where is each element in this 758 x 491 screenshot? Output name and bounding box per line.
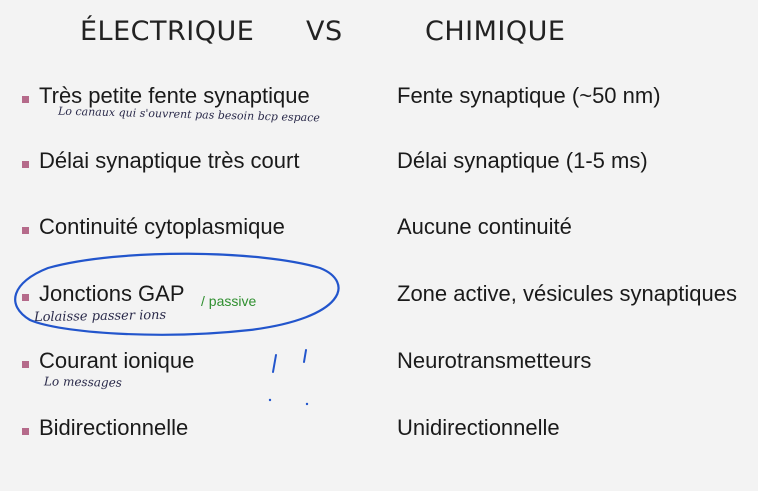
ink-dot	[306, 403, 308, 405]
ink-tick	[304, 350, 306, 362]
electric-item: Délai synaptique très court	[39, 148, 300, 173]
chemical-item: Zone active, vésicules synaptiques	[397, 281, 737, 306]
chemical-item: Neurotransmetteurs	[397, 348, 592, 373]
ink-tick	[273, 355, 276, 372]
title-vs: VS	[306, 16, 343, 47]
ink-dot	[269, 399, 271, 401]
electric-item: Bidirectionnelle	[39, 415, 189, 440]
electric-item: Courant ionique	[39, 348, 195, 373]
handwritten-note: Lo canaux qui s'ouvrent pas besoin bcp espace	[57, 104, 321, 125]
electric-item: Très petite fente synaptique	[39, 83, 310, 108]
handwritten-note: Lo messages	[43, 374, 123, 390]
electric-item: Jonctions GAP	[39, 281, 185, 306]
title-chimique: CHIMIQUE	[425, 16, 566, 47]
ink-circle	[15, 254, 338, 335]
chemical-item: Fente synaptique (~50 nm)	[397, 83, 661, 108]
passive-annotation: / passive	[201, 293, 257, 309]
chemical-item: Aucune continuité	[397, 214, 572, 239]
title-electrique: ÉLECTRIQUE	[80, 16, 255, 47]
chemical-item: Délai synaptique (1-5 ms)	[397, 148, 648, 173]
chemical-item: Unidirectionnelle	[397, 415, 560, 440]
electric-item: Continuité cytoplasmique	[39, 214, 285, 239]
handwritten-note: Lolaisse passer ions	[33, 307, 167, 326]
